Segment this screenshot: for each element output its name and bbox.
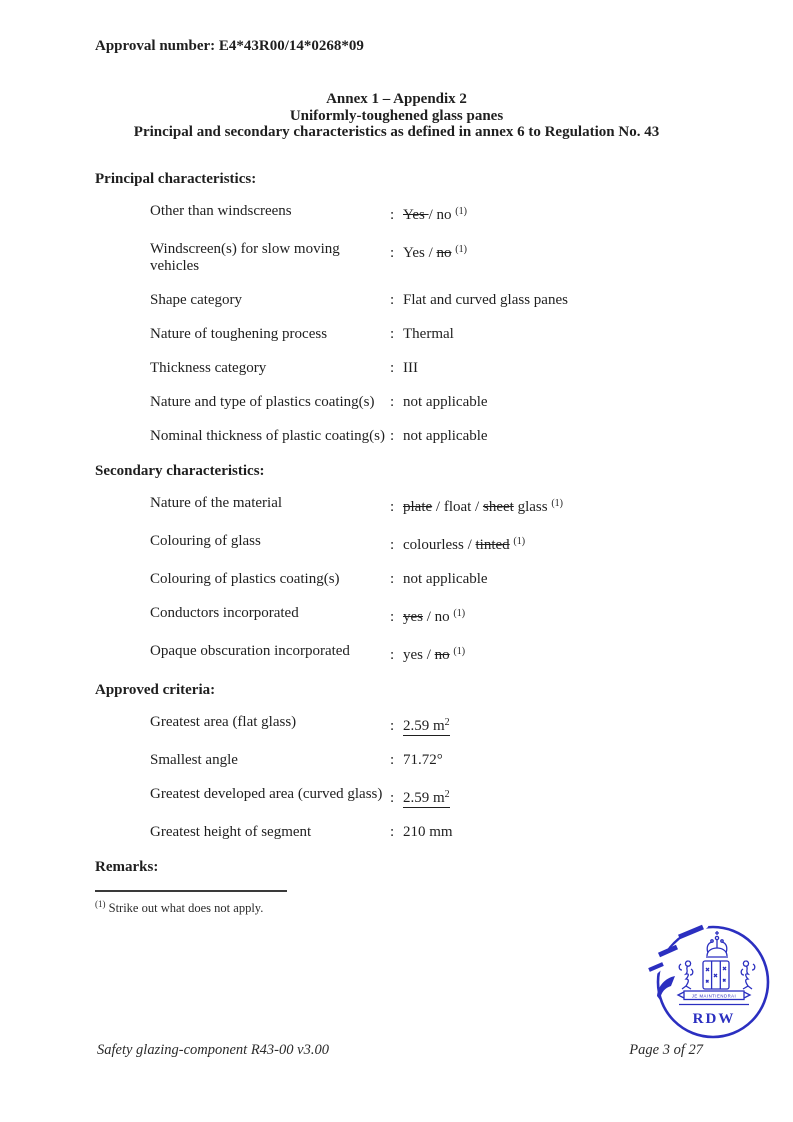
struck-option: no — [434, 647, 450, 663]
characteristic-value — [390, 643, 738, 664]
section-heading: Approved criteria: — [95, 682, 216, 698]
value-colon: : — [390, 207, 395, 223]
characteristic-value — [390, 752, 738, 769]
value-text: Yes / — [403, 245, 437, 261]
characteristic-row — [95, 394, 738, 411]
characteristic-label: Nature of toughening process — [150, 326, 328, 342]
value-colon: : — [390, 326, 395, 342]
characteristic-value — [390, 360, 738, 377]
value-text: 71.72° — [403, 752, 443, 768]
characteristic-label: Nominal thickness of plastic coating(s) — [150, 428, 385, 444]
characteristic-value — [390, 394, 738, 411]
characteristic-row — [95, 326, 738, 343]
section-heading: Remarks: — [95, 859, 159, 875]
section — [95, 462, 738, 664]
underlined-value — [403, 718, 450, 736]
footnote-text — [95, 899, 395, 916]
value-colon: : — [390, 245, 395, 261]
value-colon: : — [390, 609, 395, 625]
characteristic-label: Windscreen(s) for slow moving vehicles — [150, 241, 340, 274]
footnote-ref: (1) — [455, 244, 467, 255]
footnote-ref: (1) — [513, 536, 526, 547]
shield-icon — [703, 961, 729, 989]
characteristic-value — [390, 786, 738, 807]
characteristic-row — [95, 292, 738, 309]
section-heading: Principal characteristics: — [95, 171, 257, 187]
value-text: not applicable — [403, 571, 488, 587]
value-colon: : — [390, 537, 395, 553]
value-colon: : — [390, 360, 395, 376]
characteristic-label: Conductors incorporated — [150, 605, 299, 621]
footnote-area — [95, 890, 395, 916]
footnote-ref: (1) — [455, 206, 467, 217]
pen-wedge-mark — [657, 976, 675, 1000]
struck-option: yes — [403, 609, 423, 625]
characteristic-label: Greatest developed area (curved glass) — [150, 786, 383, 802]
struck-option: tinted — [475, 537, 510, 553]
underlined-value — [403, 790, 450, 808]
struck-option: plate — [403, 499, 433, 515]
characteristic-value — [390, 495, 738, 516]
characteristic-label: Nature and type of plastics coating(s) — [150, 394, 375, 410]
value-colon: : — [390, 647, 395, 663]
value-text: colourless / — [403, 537, 476, 553]
characteristic-value — [390, 292, 738, 309]
characteristic-value — [390, 714, 738, 735]
rdw-stamp — [645, 920, 785, 1045]
characteristic-row — [95, 605, 738, 626]
value-text: III — [403, 360, 418, 376]
characteristic-row — [95, 241, 738, 275]
characteristic-value — [390, 203, 738, 224]
characteristic-row — [95, 495, 738, 516]
title-annex-line: Annex 1 – Appendix 2 — [326, 91, 467, 107]
value-text: 2.59 m — [403, 790, 445, 806]
value-colon: : — [390, 790, 395, 806]
characteristic-label: Colouring of glass — [150, 533, 261, 549]
approval-number-line: Approval number: E4*43R00/14*0268*09 — [95, 38, 364, 54]
characteristic-row — [95, 360, 738, 377]
value-text: 2.59 m — [403, 718, 445, 734]
value-text: 210 mm — [403, 824, 453, 840]
characteristic-label: Thickness category — [150, 360, 267, 376]
footer-document-id: Safety glazing-component R43-00 v3.00 — [97, 1042, 329, 1058]
footnote-ref: 2 — [444, 717, 450, 728]
footnote-ref: (1) — [453, 608, 466, 619]
lion-left-icon — [679, 961, 693, 989]
characteristic-label: Opaque obscuration incorporated — [150, 643, 350, 659]
section — [95, 170, 738, 445]
footnote-ref: (1) — [453, 646, 466, 657]
footer-page-number: Page 3 of 27 — [629, 1042, 703, 1058]
value-colon: : — [390, 824, 395, 840]
characteristic-row — [95, 714, 738, 735]
footnote-ref: 2 — [444, 789, 450, 800]
characteristic-row — [95, 752, 738, 769]
document-title-block — [0, 91, 793, 141]
characteristic-value — [390, 241, 738, 262]
characteristics-sections — [95, 170, 738, 891]
characteristic-row — [95, 824, 738, 841]
value-text: / float / — [432, 499, 483, 515]
section — [95, 858, 738, 876]
value-text: / no — [423, 609, 454, 625]
struck-option: sheet — [482, 499, 514, 515]
value-colon: : — [390, 394, 395, 410]
crown-icon — [706, 931, 728, 957]
characteristic-label: Greatest height of segment — [150, 824, 312, 840]
value-text: glass — [513, 499, 552, 515]
title-subject-line: Uniformly-toughened glass panes — [289, 107, 504, 124]
characteristic-value — [390, 824, 738, 841]
characteristic-row — [95, 786, 738, 807]
value-colon: : — [390, 428, 395, 444]
value-colon: : — [390, 718, 395, 734]
value-colon: : — [390, 752, 395, 768]
stamp-motto-text: JE MAINTIENDRAI — [691, 993, 737, 999]
characteristic-label: Smallest angle — [150, 752, 238, 768]
lion-right-icon — [741, 961, 755, 989]
title-regulation-line: Principal and secondary characteristics as defined in annex 6 to Regulation No. 43 — [133, 124, 660, 140]
struck-option: no — [436, 245, 452, 261]
value-colon: : — [390, 499, 395, 515]
characteristic-value — [390, 428, 738, 445]
value-text: Thermal — [403, 326, 454, 342]
characteristic-value — [390, 571, 738, 588]
section-heading: Secondary characteristics: — [95, 463, 265, 479]
value-text: not applicable — [403, 394, 488, 410]
characteristic-value — [390, 605, 738, 626]
value-colon: : — [390, 292, 395, 308]
characteristic-label: Greatest area (flat glass) — [150, 714, 297, 730]
section — [95, 681, 738, 841]
characteristic-row — [95, 571, 738, 588]
characteristic-value — [390, 326, 738, 343]
characteristic-row — [95, 643, 738, 664]
footnote-separator-rule — [95, 890, 287, 892]
value-text: yes / — [403, 647, 435, 663]
value-text: not applicable — [403, 428, 488, 444]
characteristic-row — [95, 533, 738, 554]
stamp-org-text: RDW — [692, 1011, 736, 1027]
footnote-body: Strike out what does not apply. — [108, 901, 264, 916]
struck-option: Yes — [403, 207, 429, 223]
characteristic-label: Shape category — [150, 292, 243, 308]
characteristic-row — [95, 203, 738, 224]
value-text: / no — [428, 207, 456, 223]
value-colon: : — [390, 571, 395, 587]
footnote-ref: (1) — [551, 498, 563, 509]
characteristic-value — [390, 533, 738, 554]
characteristic-row — [95, 428, 738, 445]
characteristic-label: Colouring of plastics coating(s) — [150, 571, 340, 587]
rdw-stamp-graphic — [645, 920, 785, 1045]
value-text: Flat and curved glass panes — [403, 292, 568, 308]
characteristic-label: Other than windscreens — [150, 203, 292, 219]
footnote-marker: (1) — [95, 899, 106, 909]
characteristic-label: Nature of the material — [150, 495, 283, 511]
